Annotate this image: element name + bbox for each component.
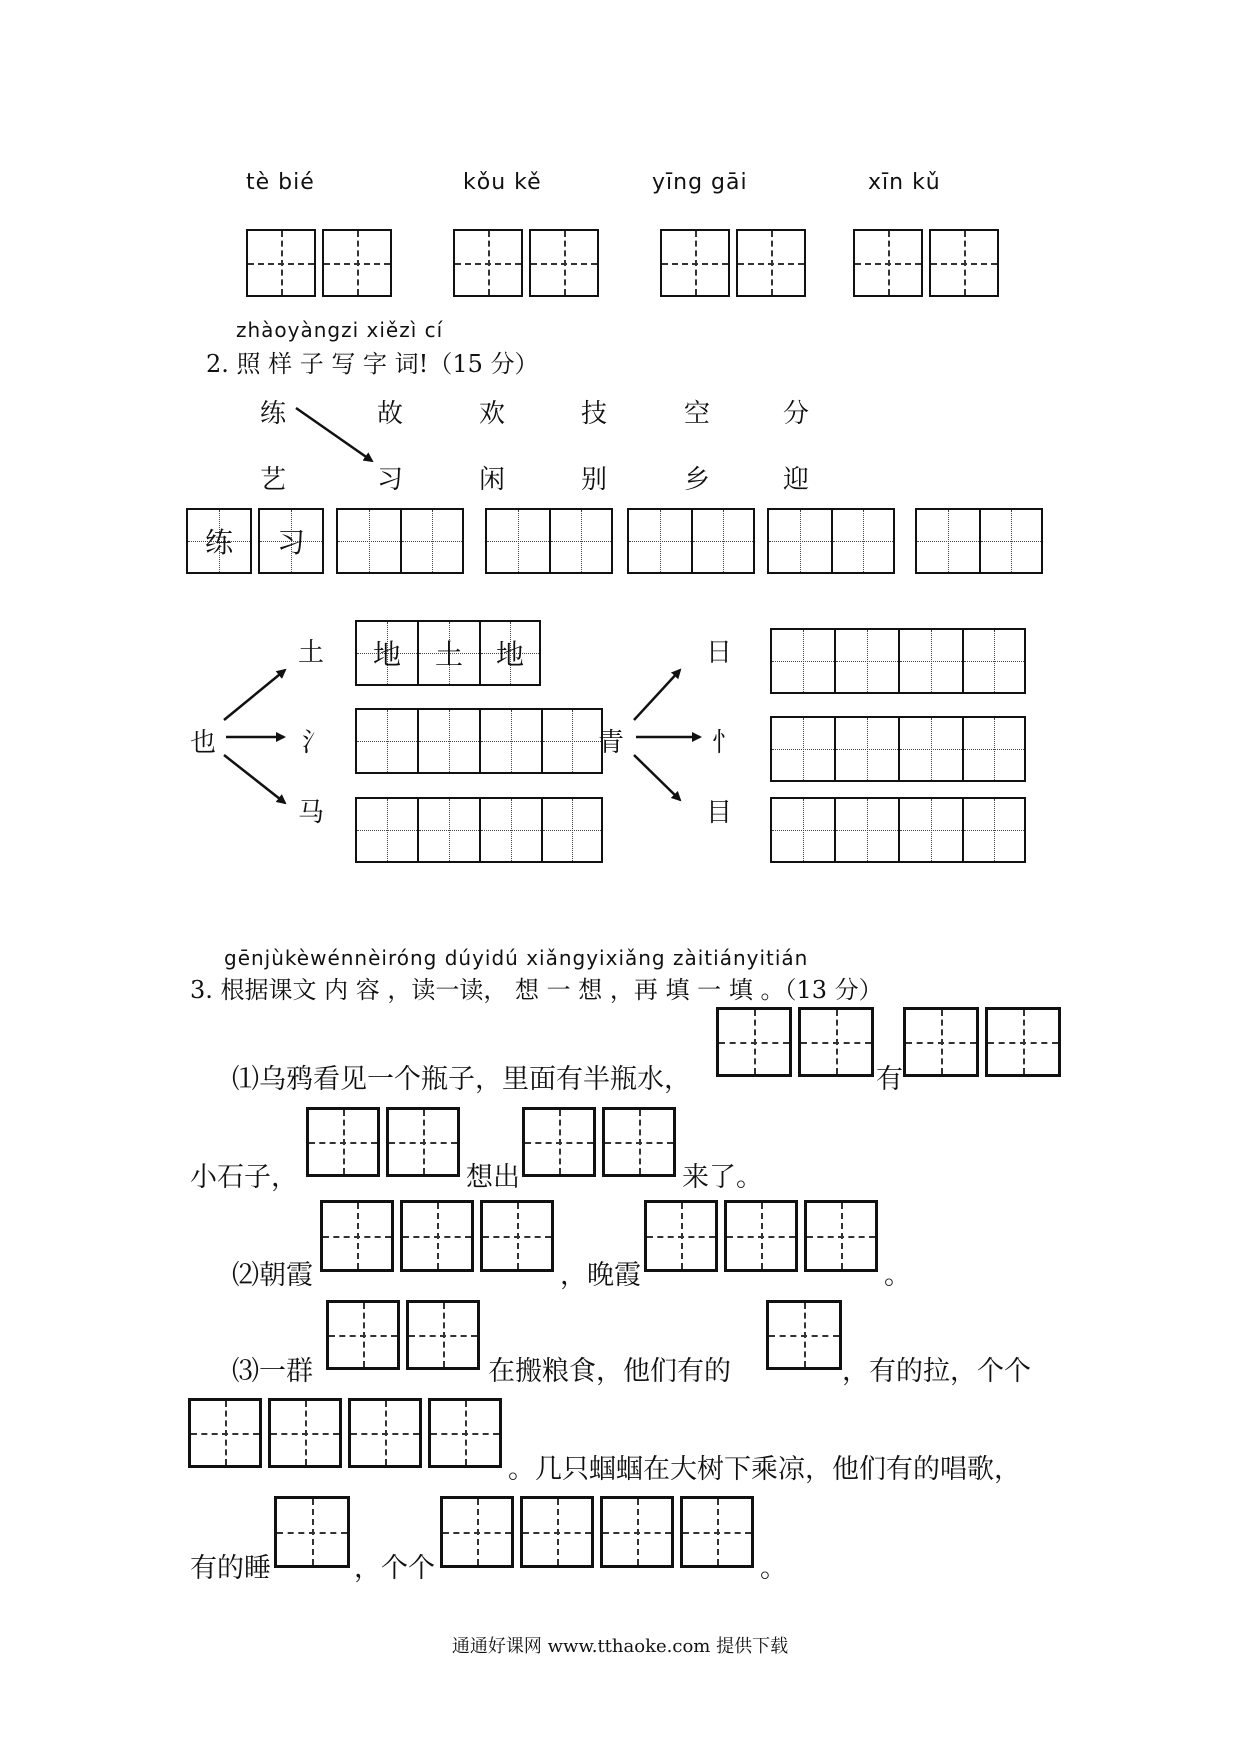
writing-cell[interactable] (660, 229, 730, 297)
writing-cell[interactable] (915, 508, 979, 574)
q3-s3-text-g: 。 (760, 1553, 787, 1584)
q1-grid-4[interactable] (853, 229, 1005, 297)
q3-s3-text-e: 有的睡 (190, 1553, 271, 1584)
q3-s1-text-b: 有 (876, 1064, 903, 1095)
q3-s1-grid-1[interactable] (716, 1007, 880, 1077)
writing-cell[interactable] (479, 708, 541, 774)
q2-pinyin: zhàoyàngzi xiězì cí (236, 318, 444, 342)
writing-cell[interactable] (188, 1398, 262, 1468)
writing-cell[interactable] (798, 1007, 874, 1077)
writing-cell[interactable] (355, 797, 417, 863)
q2-answer-grid-1[interactable] (336, 508, 464, 574)
q2-header: 2. 照 样 子 写 字 词!（15 分） (206, 350, 539, 378)
q2-top-2: 故 (377, 399, 404, 429)
writing-cell[interactable] (485, 508, 549, 574)
example-cell: 地 (479, 620, 541, 686)
writing-cell[interactable] (962, 628, 1026, 694)
writing-cell[interactable] (834, 797, 898, 863)
q3-s2-text-a: ⑵朝霞 (232, 1260, 313, 1291)
q3-s1-grid-3[interactable] (306, 1107, 466, 1177)
q2-bottom-4: 别 (581, 465, 608, 495)
left-part-3: 马 (298, 798, 325, 828)
writing-cell[interactable] (320, 1200, 394, 1272)
q2-top-1: 练 (260, 399, 287, 429)
q1-grid-2[interactable] (453, 229, 605, 297)
left-example-grid (355, 620, 541, 686)
q3-s3-grid-3[interactable] (188, 1398, 508, 1468)
q2-answer-grid-4[interactable] (767, 508, 895, 574)
left-arrow-3 (224, 755, 285, 803)
writing-cell[interactable] (355, 708, 417, 774)
writing-cell[interactable] (246, 229, 316, 297)
writing-cell[interactable] (400, 1200, 474, 1272)
q3-s2-text-c: 。 (884, 1260, 911, 1291)
writing-cell[interactable] (326, 1300, 400, 1370)
right-arrow-1 (634, 670, 680, 720)
writing-cell[interactable] (767, 508, 831, 574)
writing-cell[interactable] (529, 229, 599, 297)
q2-answer-grid-5[interactable] (915, 508, 1043, 574)
right-part-3: 目 (706, 798, 733, 828)
q1-pinyin-2: kǒu kě (463, 170, 542, 195)
example-cell: 土 (417, 620, 479, 686)
writing-cell[interactable] (898, 716, 962, 782)
left-grid-2[interactable] (355, 708, 603, 774)
q3-s1-text-a: ⑴乌鸦看见一个瓶子，里面有半瓶水， (232, 1064, 691, 1095)
writing-cell[interactable] (834, 628, 898, 694)
footer-source: 通通好课网 www.tthaoke.com 提供下载 (451, 1636, 789, 1657)
q3-s3-text-f: ，个个 (354, 1553, 435, 1584)
q2-bottom-1: 艺 (260, 465, 287, 495)
right-grid-1[interactable] (770, 628, 1026, 694)
q3-s2-grid-2[interactable] (644, 1200, 884, 1272)
writing-cell[interactable] (627, 508, 691, 574)
right-grid-2[interactable] (770, 716, 1026, 782)
q3-s2-grid-1[interactable] (320, 1200, 560, 1272)
q3-s1-text-c: 小石子， (190, 1162, 298, 1193)
writing-cell[interactable] (600, 1496, 674, 1568)
root-char-right: 青 (598, 728, 625, 758)
writing-cell[interactable] (898, 797, 962, 863)
q2-top-5: 空 (684, 399, 711, 429)
writing-cell[interactable] (541, 708, 603, 774)
q1-pinyin-4: xīn kǔ (868, 170, 941, 195)
left-grid-3[interactable] (355, 797, 603, 863)
writing-cell[interactable] (962, 797, 1026, 863)
writing-cell[interactable] (336, 508, 400, 574)
writing-cell[interactable] (853, 229, 923, 297)
writing-cell[interactable] (716, 1007, 792, 1077)
left-arrow-1 (224, 670, 285, 720)
writing-cell[interactable] (602, 1107, 676, 1177)
q3-s1-text-d: 想出 (466, 1162, 520, 1193)
left-part-1: 土 (298, 638, 325, 668)
writing-cell[interactable] (306, 1107, 380, 1177)
q2-top-6: 分 (783, 399, 810, 429)
q1-grid-3[interactable] (660, 229, 812, 297)
writing-cell[interactable] (962, 716, 1026, 782)
q1-grid-1[interactable] (246, 229, 398, 297)
writing-cell[interactable] (834, 716, 898, 782)
q2-bottom-6: 迎 (783, 465, 810, 495)
writing-cell[interactable] (417, 797, 479, 863)
writing-cell[interactable] (322, 229, 392, 297)
q3-s1-grid-2[interactable] (903, 1007, 1067, 1077)
q2-bottom-2: 习 (377, 465, 404, 495)
example-cell: 习 (258, 508, 324, 574)
writing-cell[interactable] (680, 1496, 754, 1568)
right-part-2: 忄 (712, 728, 739, 758)
writing-cell[interactable] (480, 1200, 554, 1272)
q1-pinyin-1: tè bié (246, 170, 315, 195)
writing-cell[interactable] (386, 1107, 460, 1177)
writing-cell[interactable] (440, 1496, 514, 1568)
writing-cell[interactable] (770, 628, 834, 694)
writing-cell[interactable] (417, 708, 479, 774)
q2-example-grid (186, 508, 330, 574)
q3-s3-text-d: 。几只蝈蝈在大树下乘凉，他们有的唱歌， (508, 1454, 1021, 1485)
writing-cell[interactable] (479, 797, 541, 863)
writing-cell[interactable] (274, 1496, 350, 1568)
writing-cell[interactable] (541, 797, 603, 863)
left-part-2: 氵 (302, 728, 329, 758)
q2-answer-grid-2[interactable] (485, 508, 613, 574)
writing-cell[interactable] (736, 229, 806, 297)
writing-cell[interactable] (400, 508, 464, 574)
q3-s3-grid-1[interactable] (326, 1300, 486, 1370)
writing-cell[interactable] (644, 1200, 718, 1272)
q2-bottom-5: 乡 (684, 465, 711, 495)
right-grid-3[interactable] (770, 797, 1026, 863)
q3-s1-text-e: 来了。 (682, 1162, 763, 1193)
example-cell: 练 (186, 508, 252, 574)
q3-s3-text-a: ⑶一群 (232, 1356, 313, 1387)
writing-cell[interactable] (804, 1200, 878, 1272)
q2-bottom-3: 闲 (479, 465, 506, 495)
q3-s3-text-c: ，有的拉，个个 (842, 1356, 1031, 1387)
q3-s3-grid-2[interactable] (766, 1300, 848, 1370)
writing-cell[interactable] (549, 508, 613, 574)
writing-cell[interactable] (522, 1107, 596, 1177)
writing-cell[interactable] (348, 1398, 422, 1468)
writing-cell[interactable] (770, 797, 834, 863)
writing-cell[interactable] (428, 1398, 502, 1468)
example-arrow (296, 408, 372, 461)
q2-answer-grid-3[interactable] (627, 508, 755, 574)
writing-cell[interactable] (985, 1007, 1061, 1077)
writing-cell[interactable] (268, 1398, 342, 1468)
example-cell: 地 (355, 620, 417, 686)
writing-cell[interactable] (979, 508, 1043, 574)
q3-header: 3. 根据课文 内 容 ，读一读， 想 一 想 ，再 填 一 填 。（13 分） (190, 976, 883, 1004)
writing-cell[interactable] (903, 1007, 979, 1077)
writing-cell[interactable] (929, 229, 999, 297)
root-char-left: 也 (190, 728, 217, 758)
right-part-1: 日 (706, 638, 733, 668)
writing-cell[interactable] (406, 1300, 480, 1370)
writing-cell[interactable] (898, 628, 962, 694)
q3-s1-grid-4[interactable] (522, 1107, 682, 1177)
writing-cell[interactable] (520, 1496, 594, 1568)
q3-s3-text-b: 在搬粮食，他们有的 (488, 1356, 731, 1387)
writing-cell[interactable] (691, 508, 755, 574)
writing-cell[interactable] (724, 1200, 798, 1272)
q2-top-3: 欢 (479, 399, 506, 429)
writing-cell[interactable] (770, 716, 834, 782)
writing-cell[interactable] (831, 508, 895, 574)
right-arrow-3 (634, 755, 680, 800)
q3-s3-grid-4[interactable] (274, 1496, 356, 1568)
q3-s3-grid-5[interactable] (440, 1496, 760, 1568)
q3-s2-text-b: ，晚霞 (560, 1260, 641, 1291)
writing-cell[interactable] (766, 1300, 842, 1370)
q1-pinyin-3: yīng gāi (652, 170, 748, 195)
writing-cell[interactable] (453, 229, 523, 297)
q3-pinyin: gēnjùkèwénnèiróng dúyidú xiǎngyixiǎng zàitiányitián (224, 946, 809, 970)
q2-top-4: 技 (581, 399, 608, 429)
